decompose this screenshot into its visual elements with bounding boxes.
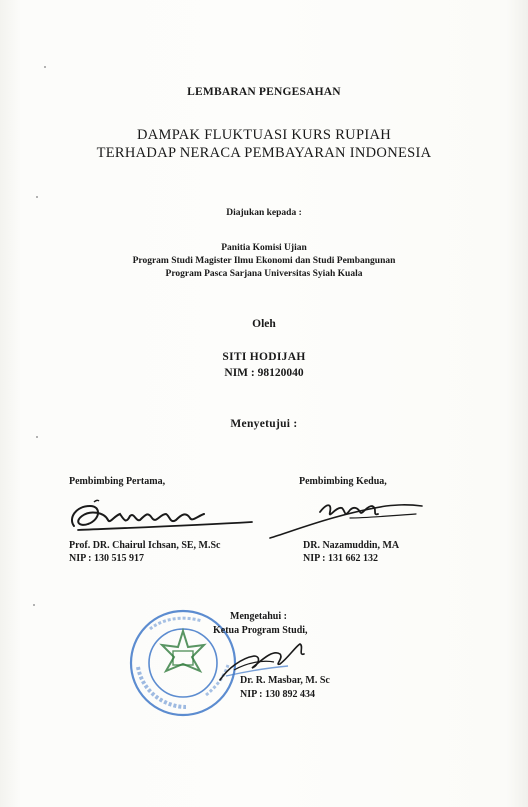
supervisor-1-signature bbox=[64, 494, 254, 538]
supervisor-2-signature bbox=[266, 496, 426, 540]
committee-line-1: Panitia Komisi Ujian bbox=[221, 243, 307, 253]
author-nim: NIM : 98120040 bbox=[224, 367, 304, 379]
thesis-title-line-1: DAMPAK FLUKTUASI KURS RUPIAH bbox=[136, 127, 391, 143]
by-label: Oleh bbox=[252, 318, 276, 330]
submitted-to-label: Diajukan kepada : bbox=[226, 208, 302, 218]
supervisor-2-nip: NIP : 131 662 132 bbox=[303, 553, 378, 564]
supervisor-1-name: Prof. DR. Chairul Ichsan, SE, M.Sc bbox=[69, 540, 221, 551]
supervisor-1-nip: NIP : 130 515 917 bbox=[69, 553, 144, 564]
committee-line-3: Program Pasca Sarjana Universitas Syiah Kuala bbox=[165, 269, 363, 279]
acknowledgement-role: Ketua Program Studi, bbox=[213, 625, 308, 636]
supervisor-2-label: Pembimbing Kedua, bbox=[299, 476, 387, 487]
scan-speck bbox=[36, 436, 38, 438]
scan-speck bbox=[36, 196, 38, 198]
acknowledgement-label: Mengetahui : bbox=[230, 611, 287, 622]
acknowledgement-name: Dr. R. Masbar, M. Sc bbox=[240, 675, 330, 686]
approval-label: Menyetujui : bbox=[230, 418, 298, 430]
supervisor-2-name: DR. Nazamuddin, MA bbox=[303, 540, 400, 551]
acknowledgement-nip: NIP : 130 892 434 bbox=[240, 689, 315, 700]
author-name: SITI HODIJAH bbox=[222, 351, 306, 363]
committee-line-2: Program Studi Magister Ilmu Ekonomi dan Studi Pembangunan bbox=[132, 256, 396, 266]
supervisor-1-label: Pembimbing Pertama, bbox=[69, 476, 166, 487]
page-heading: LEMBARAN PENGESAHAN bbox=[187, 86, 341, 98]
scan-speck bbox=[33, 604, 35, 606]
scan-speck bbox=[44, 66, 46, 68]
thesis-title-line-2: TERHADAP NERACA PEMBAYARAN INDONESIA bbox=[96, 145, 432, 161]
